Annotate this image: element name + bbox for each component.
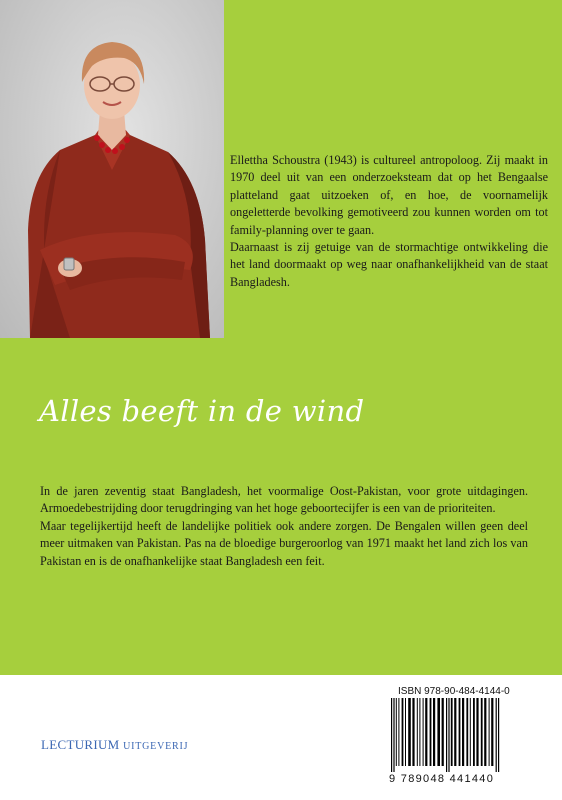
barcode-bar [496,698,497,772]
barcode-bar [473,698,475,766]
barcode-bar [442,698,444,766]
barcode-bar [459,698,461,766]
barcode-bar [419,698,420,766]
barcode-bar [448,698,449,772]
barcode-icon [385,698,540,772]
barcode-bar [481,698,483,766]
barcode-digits: 9 789048 441440 [389,773,495,785]
barcode-bar [451,698,453,766]
blurb-paragraph: In de jaren zeventig staat Bangladesh, het voormalige Oost-Pakistan, voor grote uitdagingen. Armoedebestrijding door terugdringing van het hoge geboortecijfer is een van de prioriteiten. [40,484,528,516]
barcode-bar [412,698,414,766]
isbn-label: ISBN 978-90-484-4144-0 [398,686,510,697]
barcode-bar [462,698,464,766]
book-title: Alles beeft in de wind [39,394,365,428]
author-bio [230,152,548,291]
barcode-bar [446,698,447,772]
barcode-bar [408,698,411,766]
author-bio-paragraph: Ellettha Schoustra (1943) is cultureel antropoloog. Zij maakt in 1970 deel uit van een onderzoeksteam dat op het Bengaalse platteland gaat uitzoeken of, en hoe, de voornamelijk ongeletterde bevolking gemotiveerd zou kunnen worden om tot family-planning over te gaan. [230,153,548,237]
barcode-bar [425,698,427,766]
barcode-bar [402,698,404,766]
barcode-bar [423,698,424,766]
barcode-bar [491,698,493,766]
barcode-bar [470,698,471,766]
barcode-bar [476,698,478,766]
book-blurb [40,483,528,570]
barcode-bar [430,698,432,766]
blurb-paragraph: Maar tegelijkertijd heeft de landelijke politiek ook andere zorgen. De Bengalen willen geen deel meer uitmaken van Pakistan. Pas na de bloedige burgeroorlog van 1971 maakt het land zich los van Pakistan en is de onafhankelijke staat Bangladesh een feit. [40,518,528,568]
publisher-logo [41,737,188,753]
barcode-bar [405,698,406,766]
publisher-name: LECTURIUM [41,737,120,752]
barcode-bar [437,698,440,766]
barcode-bar [398,698,399,766]
barcode-bar [454,698,456,766]
barcode-bar [396,698,397,766]
barcode-bar [484,698,486,766]
barcode-bar [489,698,490,766]
barcode-bar [466,698,468,766]
publisher-suffix: UITGEVERIJ [123,741,189,752]
author-photo [0,0,224,338]
barcode-bar [391,698,392,772]
author-bio-paragraph: Daarnaast is zij getuige van de stormachtige ontwikkeling die het land doormaakt op weg naar onafhankelijkheid van de staat Bangladesh. [230,240,548,289]
barcode-bar [417,698,418,766]
barcode-bar [393,698,394,772]
author-portrait-image [0,0,224,338]
barcode-bar [433,698,435,766]
barcode-bar [498,698,499,772]
